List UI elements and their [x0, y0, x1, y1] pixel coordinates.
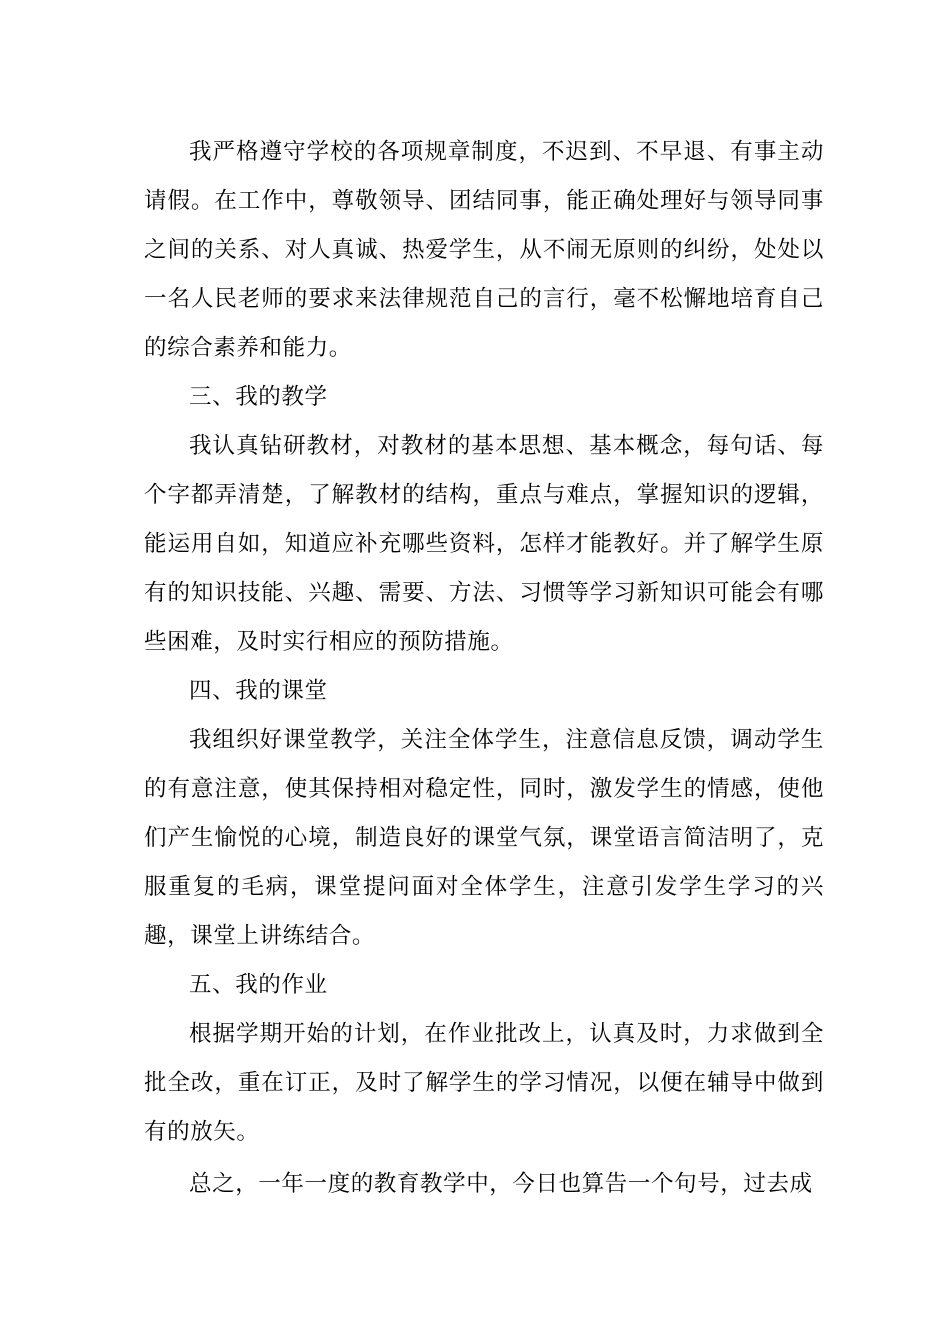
paragraph-homework: 根据学期开始的计划，在作业批改上，认真及时，力求做到全批全改，重在订正，及时了解学生的学习情况，以便在辅导中做到有的放矢。 — [144, 1021, 824, 1145]
section-heading-homework: 五、我的作业 — [189, 972, 328, 998]
section-heading-teaching: 三、我的教学 — [189, 384, 328, 410]
paragraph-discipline: 我严格遵守学校的各项规章制度，不迟到、不早退、有事主动请假。在工作中，尊敬领导、团结同事，能正确处理好与领导同事之间的关系、对人真诚、热爱学生，从不闹无原则的纠纷，处处以一名人民老师的要求来法律规范自己的言行，毫不松懈地培育自己的综合素养和能力。 — [144, 139, 824, 361]
paragraph-teaching: 我认真钻研教材，对教材的基本思想、基本概念，每句话、每个字都弄清楚，了解教材的结构，重点与难点，掌握知识的逻辑，能运用自如，知道应补充哪些资料，怎样才能教好。并了解学生原有的知识技能、兴趣、需要、方法、习惯等学习新知识可能会有哪些困难，及时实行相应的预防措施。 — [144, 433, 824, 655]
section-heading-classroom: 四、我的课堂 — [189, 678, 328, 704]
paragraph-classroom: 我组织好课堂教学，关注全体学生，注意信息反馈，调动学生的有意注意，使其保持相对稳定性，同时，激发学生的情感，使他们产生愉悦的心境，制造良好的课堂气氛，课堂语言简洁明了，克服重复的毛病，课堂提问面对全体学生，注意引发学生学习的兴趣，课堂上讲练结合。 — [144, 727, 824, 949]
document-body — [144, 128, 824, 1209]
paragraph-summary: 总之，一年一度的教育教学中，今日也算告一个句号，过去成 — [189, 1171, 813, 1197]
